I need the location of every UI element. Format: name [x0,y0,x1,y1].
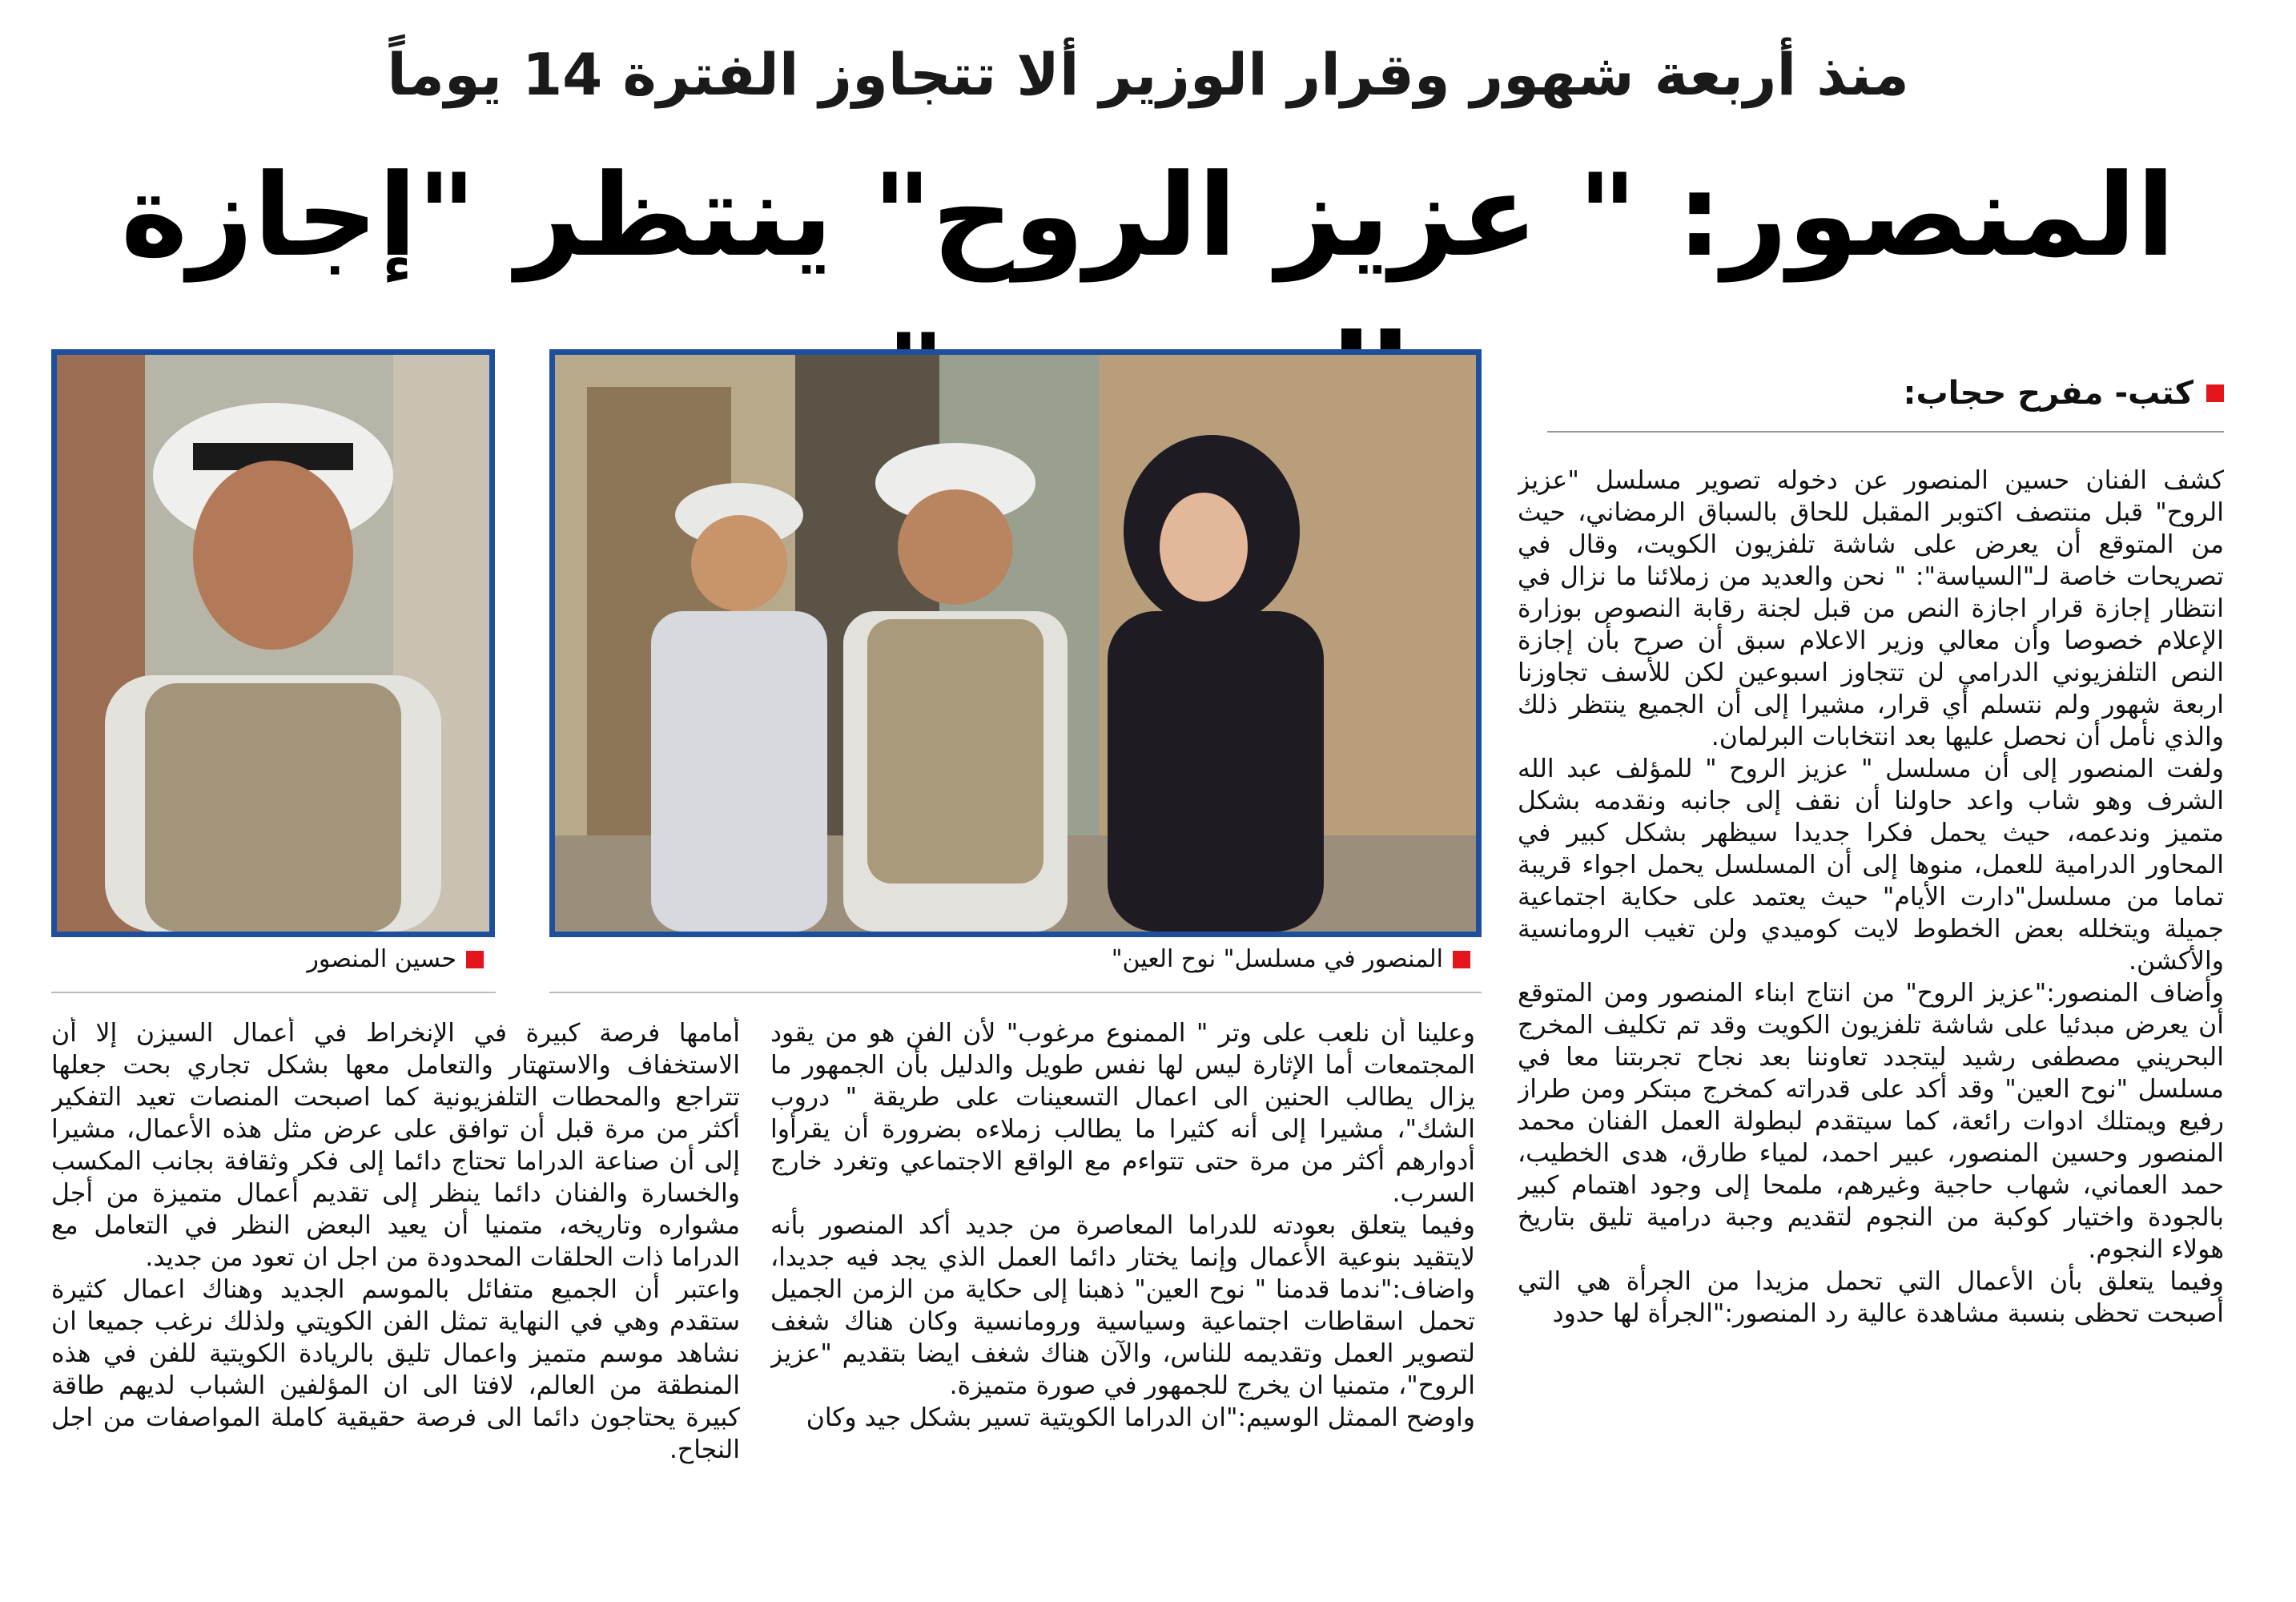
bullet-icon [1453,951,1470,968]
byline-text: كتب- مفرح حجاب: [1903,375,2193,412]
main-caption-text: المنصور في مسلسل" نوح العين" [1111,945,1443,973]
main-photo [549,349,1482,937]
main-photo-caption [1112,945,1470,973]
byline-rule [1547,431,2224,433]
headline: المنصور: " عزيز الروح" ينتظر "إجازة [120,150,2176,282]
caption-rule [549,992,1482,993]
portrait-caption-text: حسين المنصور [307,945,456,973]
caption-rule [51,992,496,993]
byline [1903,375,2224,412]
column-right: كشف الفنان حسين المنصور عن دخوله تصوير مسلسل "عزيز الروح" قبل منتصف اكتوبر المقبل للحاق بالسباق الرمضاني، حيث من المتوقع أن يعرض على شاشة تلفزيون الكويت، وقال في تصريحات خاصة لـ"السياسة": " نحن والعديد من زملائنا ما نزال في انتظار إجازة قرار اجازة النص من قبل لجنة رقابة النصوص بوزارة الإعلام خصوصا وأن معالي وزير الاعلام سبق أن صرح بأن إجازة النص التلفزيوني الدرامي لن تتجاوز اسبوعين لكن للأسف تجاوزنا اربعة شهور ولم نتسلم أي قرار، مشيرا إلى أن الجميع ينتظر ذلك والذي نأمل أن نحصل عليها بعد انتخابات البرلمان. ولفت المنصور إلى أن مسلسل " عزيز الروح " للمؤلف عبد الله الشرف وهو شاب واعد حاولنا أن نقف إلى جانبه ونقدمه بشكل متميز وندعمه، حيث يحمل فكرا جديدا سيظهر بشكل كبير في المحاور الدرامية للعمل، منوها إلى أن المسلسل يحمل اجواء قريبة تماما من مسلسل"دارت الأيام" حيث يعتمد على حكاية اجتماعية جميلة ويتخلله بعض الخطوط لايت كوميدي ولن تغيب الرومانسية والأكشن. وأضاف المنصور:"عزيز الروح" من انتاج ابناء المنصور ومن المتوقع أن يعرض مبدئيا على شاشة تلفزيون الكويت وقد تم تكليف المخرج البحريني مصطفى رشيد ليتجدد تعاوننا بعد نجاح تجربتنا معا في مسلسل "نوح العين" وقد أكد على قدراته كمخرج مبتكر ومن طراز رفيع ويمتلك ادوات رائعة، كما سيتقدم لبطولة العمل الفنان محمد المنصور وحسين المنصور، عبير احمد، لمياء طارق، هدى الخطيب، حمد العماني، شهاب حاجية وغيرهم، ملمحا إلى وجود اهتمام كبير بالجودة واختيار كوكبة من النجوم لتقديم وجبة درامية تليق بتاريخ هولاء النجوم. وفيما يتعلق بأن الأعمال التي تحمل مزيدا من الجرأة هي التي أصبحت تحظى بنسبة مشاهدة عالية رد المنصور:"الجرأة لها حدود [1518,466,2224,1328]
portrait-caption [307,945,484,973]
column-left: أمامها فرصة كبيرة في الإنخراط في أعمال السيزن إلا أن الاستخفاف والاستهتار والتعامل معها بشكل تجاري بحت جعلها تتراجع والمحطات التلفزيونية كما اصبحت المنصات تعيد التفكير أكثر من مرة قبل أن توافق على عرض مثل هذه الأعمال، مشيرا إلى أن صناعة الدراما تحتاج دائما إلى فكر وثقافة بجانب المكسب والخسارة والفنان دائما ينظر إلى تقديم أعمال متميزة من أجل مشواره وتاريخه، متمنيا أن يعيد البعض النظر في التعامل مع الدراما ذات الحلقات المحدودة من اجل ان تعود من جديد. واعتبر أن الجميع متفائل بالموسم الجديد وهناك اعمال كثيرة ستقدم وهي في النهاية تمثل الفن الكويتي ولذلك نرغب جميعا ان نشاهد موسم متميز واعمال تليق بالريادة الكويتية للفن في هذه المنطقة من العالم، لافتا الى ان المؤلفين الشباب لديهم طاقة كبيرة يحتاجون دائما الى فرصة حقيقية كاملة المواصفات من اجل النجاح. [51,1019,740,1464]
kicker: منذ أربعة شهور وقرار الوزير ألا تتجاوز الفترة 14 يوماً [387,41,1909,108]
bullet-icon [466,951,484,968]
portrait-photo [51,349,495,937]
bullet-icon [2206,384,2224,402]
column-middle: وعلينا أن نلعب على وتر " الممنوع مرغوب" لأن الفن هو من يقود المجتمعات أما الإثارة ليس لها نفس طويل والدليل بأن الجمهور ما يزال يطالب الحنين الى اعمال التسعينات على طريقة " دروب الشك"، مشيرا إلى أنه كثيرا ما يطالب زملاءه بضرورة أن يقرأوا أدوارهم أكثر من مرة حتى تتواءم مع الواقع الاجتماعي وتغرد خارج السرب. وفيما يتعلق بعودته للدراما المعاصرة من جديد أكد المنصور بأنه لايتقيد بنوعية الأعمال وإنما يختار دائما العمل الذي يجد فيه جديدا، واضاف:"ندما قدمنا " نوح العين" ذهبنا إلى حكاية من الزمن الجميل تحمل اسقاطات اجتماعية وسياسية ورومانسية وكان هناك شغف لتصوير العمل وتقديمه للناس، والآن هناك شغف ايضا بتقديم "عزيز الروح"، متمنيا ان يخرج للجمهور في صورة متميزة. واوضح الممثل الوسيم:"ان الدراما الكويتية تسير بشكل جيد وكان [770,1019,1475,1432]
